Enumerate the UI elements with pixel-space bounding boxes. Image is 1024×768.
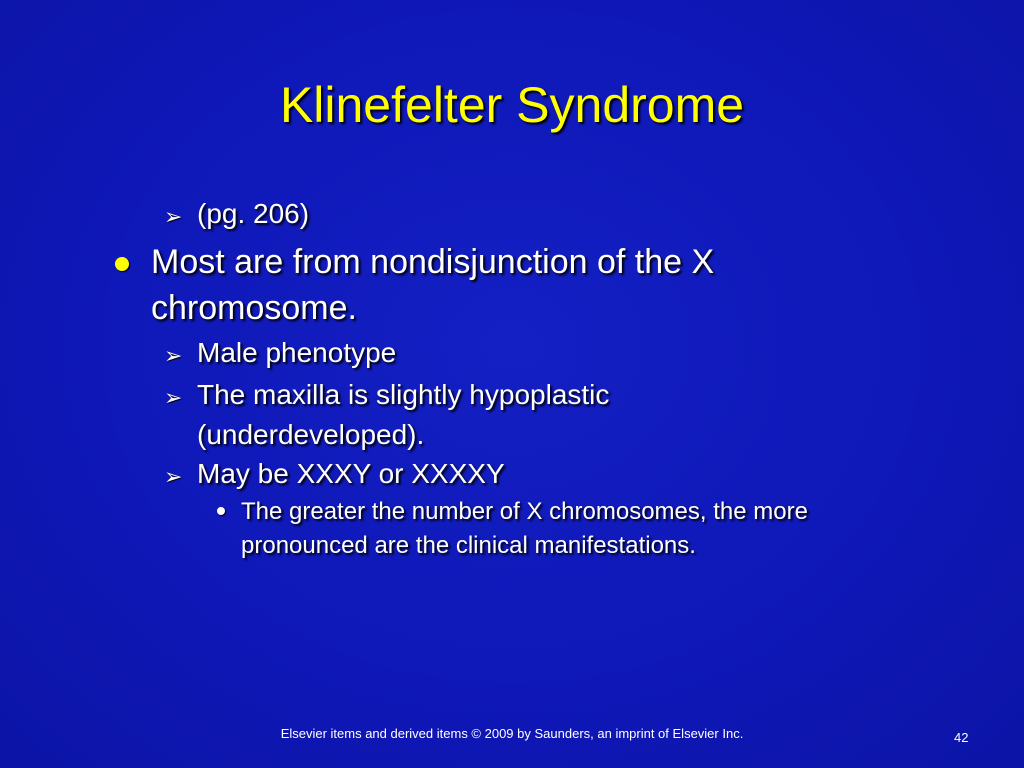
bullet-clinical-line1: The greater the number of X chromosomes, the more	[241, 498, 808, 525]
arrow-bullet-icon: ➢	[164, 343, 183, 368]
bullet-main-line1: Most are from nondisjunction of the X	[151, 243, 715, 281]
bullet-page-reference: (pg. 206)	[197, 198, 310, 229]
bullet-maxilla-line1: The maxilla is slightly hypoplastic	[197, 379, 610, 410]
bullet-main-line2: chromosome.	[151, 289, 357, 327]
bullet-male-phenotype: Male phenotype	[197, 337, 397, 368]
small-bullet-icon	[217, 507, 225, 515]
bullet-clinical-line2: pronounced are the clinical manifestations.	[241, 532, 696, 559]
page-number: 42	[954, 730, 969, 745]
bullet-maxilla-line2: (underdeveloped).	[197, 419, 425, 450]
arrow-bullet-icon: ➢	[164, 464, 183, 489]
bullet-xxxy: May be XXXY or XXXXY	[197, 458, 505, 489]
slide-title: Klinefelter Syndrome	[279, 77, 745, 133]
arrow-bullet-icon: ➢	[164, 204, 183, 229]
yellow-bullet-icon	[115, 257, 129, 271]
footer-copyright: Elsevier items and derived items © 2009 by Saunders, an imprint of Elsevier Inc.	[280, 726, 744, 741]
arrow-bullet-icon: ➢	[164, 385, 183, 410]
